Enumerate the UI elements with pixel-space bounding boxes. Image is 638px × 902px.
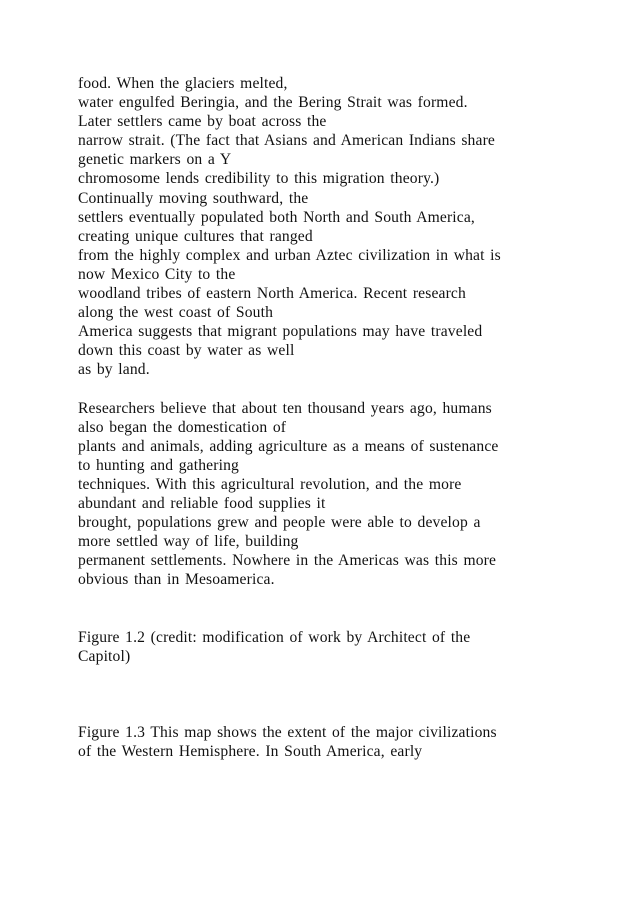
text-line: America suggests that migrant populations may have traveled [78,323,483,341]
paragraph-spacer [78,380,578,399]
text-line: from the highly complex and urban Aztec civilization in what is [78,246,501,264]
paragraph-agriculture [78,399,578,590]
text-line: food. When the glaciers melted, [78,75,288,92]
document-text [78,74,578,761]
caption-line: Figure 1.2 (credit: modification of work by Architect of the [78,628,471,646]
text-line: Later settlers came by boat across the [78,113,327,131]
figure-1-2-caption [78,628,578,666]
text-line: creating unique cultures that ranged [78,227,313,245]
text-line: also began the domestication of [78,418,287,436]
text-line: plants and animals, adding agriculture as a means of sustenance [78,437,499,455]
paragraph-migration [78,74,578,380]
figure-spacer [78,666,578,723]
text-line: settlers eventually populated both North and South America, [78,208,475,226]
text-line: down this coast by water as well [78,342,295,360]
text-line: now Mexico City to the [78,265,236,283]
text-line: chromosome lends credibility to this migration theory.) [78,170,440,188]
text-line: techniques. With this agricultural revolution, and the more [78,475,462,493]
text-line: Continually moving southward, the [78,189,309,207]
text-line: abundant and reliable food supplies it [78,495,326,513]
figure-1-3-caption [78,723,578,761]
text-line: to hunting and gathering [78,456,239,474]
paragraph-spacer [78,590,578,628]
text-line: obvious than in Mesoamerica. [78,571,275,589]
caption-line: Capitol) [78,647,131,665]
text-line: along the west coast of South [78,304,274,322]
text-line: more settled way of life, building [78,533,299,551]
text-line: brought, populations grew and people were able to develop a [78,514,481,532]
text-line: genetic markers on a Y [78,151,232,169]
text-line: water engulfed Beringia, and the Bering Strait was formed. [78,94,468,112]
caption-line: of the Western Hemisphere. In South America, early [78,742,423,760]
text-line: narrow strait. (The fact that Asians and American Indians share [78,132,495,150]
text-line: as by land. [78,361,150,379]
text-line: woodland tribes of eastern North America. Recent research [78,285,466,303]
text-line: Researchers believe that about ten thousand years ago, humans [78,399,492,417]
text-line: permanent settlements. Nowhere in the Americas was this more [78,552,497,570]
caption-line: Figure 1.3 This map shows the extent of the major civilizations [78,723,497,741]
